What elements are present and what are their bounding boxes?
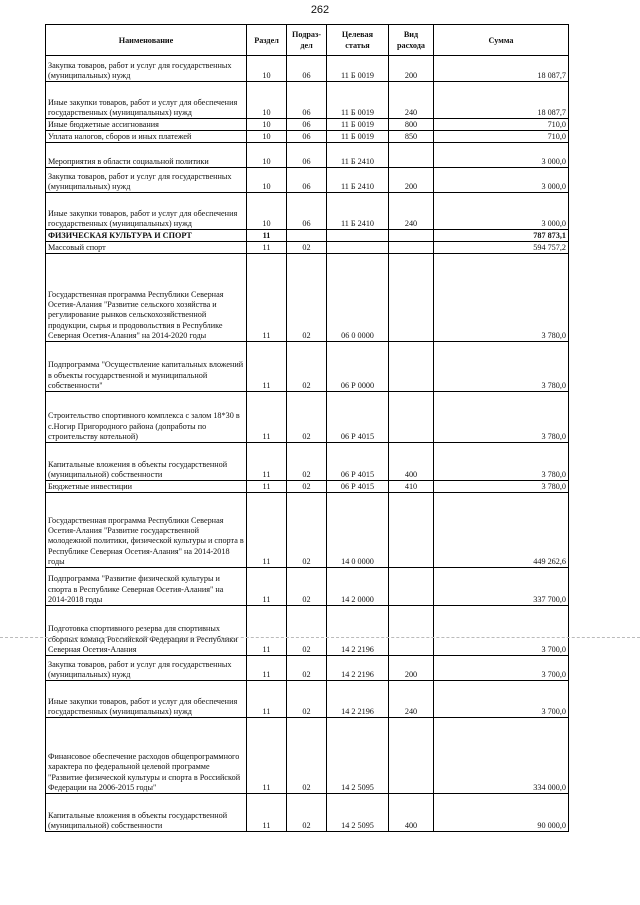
row-name: Бюджетные инвестиции [46,481,247,493]
row-name: Государственная программа Республики Северная Осетия-Алания "Развитие государственной молодежной политики, физической культуры и спорта в Республике Северная Осетия-Алания" на 2014-2018 годы [46,493,247,568]
row-sum: 594 757,2 [434,242,569,254]
row-target-article [327,242,389,254]
row-subsection: 02 [287,718,327,794]
row-section: 10 [247,131,287,143]
row-section: 10 [247,193,287,230]
row-expense-type [389,230,434,242]
table-row [46,82,569,119]
table-row [46,794,569,832]
row-section: 10 [247,82,287,119]
fold-line [0,637,640,638]
row-expense-type [389,392,434,443]
row-sum: 3 780,0 [434,254,569,342]
row-section: 10 [247,119,287,131]
row-subsection: 02 [287,681,327,718]
table-row [46,168,569,193]
row-section: 11 [247,481,287,493]
row-sum: 710,0 [434,131,569,143]
row-sum: 3 780,0 [434,481,569,493]
row-target-article: 14 2 0000 [327,568,389,606]
table-row [46,342,569,392]
row-subsection: 06 [287,131,327,143]
row-name: Подпрограмма "Осуществление капитальных вложений в объекты государственной и муниципальной собственности" [46,342,247,392]
header-subsection: Подраз- дел [287,25,327,56]
row-subsection: 02 [287,656,327,681]
header-section: Раздел [247,25,287,56]
row-target-article: 11 Б 0019 [327,131,389,143]
table-row [46,606,569,656]
row-section: 11 [247,342,287,392]
row-subsection [287,230,327,242]
row-name: Иные бюджетные ассигнования [46,119,247,131]
row-sum: 787 873,1 [434,230,569,242]
row-target-article: 11 Б 2410 [327,168,389,193]
row-subsection: 02 [287,443,327,481]
row-section: 11 [247,392,287,443]
row-name: Подпрограмма "Развитие физической культуры и спорта в Республике Северная Осетия-Алания" на 2014-2018 годы [46,568,247,606]
row-target-article: 11 Б 2410 [327,193,389,230]
row-expense-type [389,242,434,254]
header-name: Наименование [46,25,247,56]
row-sum: 3 700,0 [434,656,569,681]
row-section: 11 [247,230,287,242]
row-subsection: 02 [287,606,327,656]
table-row [46,131,569,143]
table-header-row [46,25,569,56]
row-subsection: 06 [287,56,327,82]
row-section: 11 [247,443,287,481]
row-expense-type: 200 [389,168,434,193]
row-target-article: 14 2 2196 [327,681,389,718]
row-sum: 337 700,0 [434,568,569,606]
row-target-article: 11 Б 2410 [327,143,389,168]
row-subsection: 06 [287,82,327,119]
row-expense-type: 800 [389,119,434,131]
row-sum: 3 000,0 [434,193,569,230]
row-name: Подготовка спортивного резерва для спортивных сборных команд Российской Федерации и Республики Северная Осетия-Алания [46,606,247,656]
row-expense-type: 200 [389,656,434,681]
row-name: Массовый спорт [46,242,247,254]
row-expense-type: 410 [389,481,434,493]
row-target-article: 11 Б 0019 [327,56,389,82]
table-row [46,230,569,242]
row-expense-type: 400 [389,794,434,832]
table-row [46,254,569,342]
row-name: Капитальные вложения в объекты государственной (муниципальной) собственности [46,443,247,481]
table-row [46,242,569,254]
table-row [46,143,569,168]
row-sum: 90 000,0 [434,794,569,832]
row-sum: 3 000,0 [434,143,569,168]
row-sum: 3 000,0 [434,168,569,193]
row-subsection: 02 [287,794,327,832]
row-expense-type [389,718,434,794]
row-name: Закупка товаров, работ и услуг для государственных (муниципальных) нужд [46,56,247,82]
table-row [46,718,569,794]
row-target-article: 11 Б 0019 [327,119,389,131]
row-subsection: 02 [287,254,327,342]
row-name: Закупка товаров, работ и услуг для государственных (муниципальных) нужд [46,168,247,193]
row-target-article: 14 2 5095 [327,794,389,832]
row-expense-type: 240 [389,193,434,230]
row-subsection: 06 [287,193,327,230]
row-sum: 710,0 [434,119,569,131]
row-section: 11 [247,493,287,568]
row-target-article: 06 0 0000 [327,254,389,342]
row-expense-type: 240 [389,681,434,718]
table-row [46,493,569,568]
row-expense-type: 850 [389,131,434,143]
row-target-article: 06 Р 0000 [327,342,389,392]
row-section: 11 [247,718,287,794]
table-row [46,656,569,681]
page-number: 262 [310,4,330,16]
table-row [46,681,569,718]
table-row [46,568,569,606]
header-expense-type: Вид расхода [389,25,434,56]
row-section: 11 [247,681,287,718]
row-expense-type [389,568,434,606]
row-name: Строительство спортивного комплекса с залом 18*30 в с.Ногир Пригородного района (допработы по строительству котельной) [46,392,247,443]
row-name: Уплата налогов, сборов и иных платежей [46,131,247,143]
row-expense-type [389,254,434,342]
row-sum: 334 000,0 [434,718,569,794]
row-name: Государственная программа Республики Северная Осетия-Алания "Развитие сельского хозяйства и регулирование рынков сельскохозяйственной продукции, сырья и продовольствия в Республике Северная Осетия-Алания" на 2014-2020 годы [46,254,247,342]
row-target-article: 06 Р 4015 [327,443,389,481]
row-section: 11 [247,606,287,656]
row-subsection: 02 [287,493,327,568]
row-name: Закупка товаров, работ и услуг для государственных (муниципальных) нужд [46,656,247,681]
row-subsection: 02 [287,392,327,443]
row-name: ФИЗИЧЕСКАЯ КУЛЬТУРА И СПОРТ [46,230,247,242]
row-name: Мероприятия в области социальной политики [46,143,247,168]
row-subsection: 06 [287,143,327,168]
row-subsection: 06 [287,119,327,131]
row-sum: 18 087,7 [434,56,569,82]
row-name: Иные закупки товаров, работ и услуг для обеспечения государственных (муниципальных) нужд [46,82,247,119]
budget-table [45,24,569,832]
row-sum: 18 087,7 [434,82,569,119]
row-target-article [327,230,389,242]
row-sum: 3 780,0 [434,342,569,392]
row-target-article: 06 Р 4015 [327,392,389,443]
row-target-article: 06 Р 4015 [327,481,389,493]
row-sum: 3 700,0 [434,681,569,718]
table-row [46,392,569,443]
row-sum: 3 780,0 [434,443,569,481]
row-section: 11 [247,794,287,832]
row-expense-type [389,342,434,392]
row-target-article: 14 2 2196 [327,606,389,656]
row-name: Иные закупки товаров, работ и услуг для обеспечения государственных (муниципальных) нужд [46,681,247,718]
row-name: Финансовое обеспечение расходов общепрограммного характера по федеральной целевой программе "Развитие физической культуры и спорта в Российской Федерации на 2006-2015 годы" [46,718,247,794]
row-subsection: 02 [287,481,327,493]
table-row [46,481,569,493]
row-section: 11 [247,568,287,606]
row-expense-type [389,606,434,656]
row-section: 11 [247,254,287,342]
row-subsection: 02 [287,568,327,606]
row-section: 11 [247,242,287,254]
header-target-article: Целевая статья [327,25,389,56]
table-row [46,443,569,481]
row-sum: 449 262,6 [434,493,569,568]
row-target-article: 14 2 5095 [327,718,389,794]
header-sum: Сумма [434,25,569,56]
row-subsection: 02 [287,342,327,392]
row-sum: 3 700,0 [434,606,569,656]
row-subsection: 02 [287,242,327,254]
row-section: 11 [247,656,287,681]
row-expense-type: 240 [389,82,434,119]
row-target-article: 14 2 2196 [327,656,389,681]
row-name: Капитальные вложения в объекты государственной (муниципальной) собственности [46,794,247,832]
row-subsection: 06 [287,168,327,193]
row-section: 10 [247,168,287,193]
row-expense-type [389,493,434,568]
row-expense-type: 400 [389,443,434,481]
row-target-article: 14 0 0000 [327,493,389,568]
row-section: 10 [247,143,287,168]
row-expense-type: 200 [389,56,434,82]
row-name: Иные закупки товаров, работ и услуг для обеспечения государственных (муниципальных) нужд [46,193,247,230]
row-sum: 3 780,0 [434,392,569,443]
row-expense-type [389,143,434,168]
row-target-article: 11 Б 0019 [327,82,389,119]
table-row [46,56,569,82]
table-row [46,119,569,131]
row-section: 10 [247,56,287,82]
table-row [46,193,569,230]
